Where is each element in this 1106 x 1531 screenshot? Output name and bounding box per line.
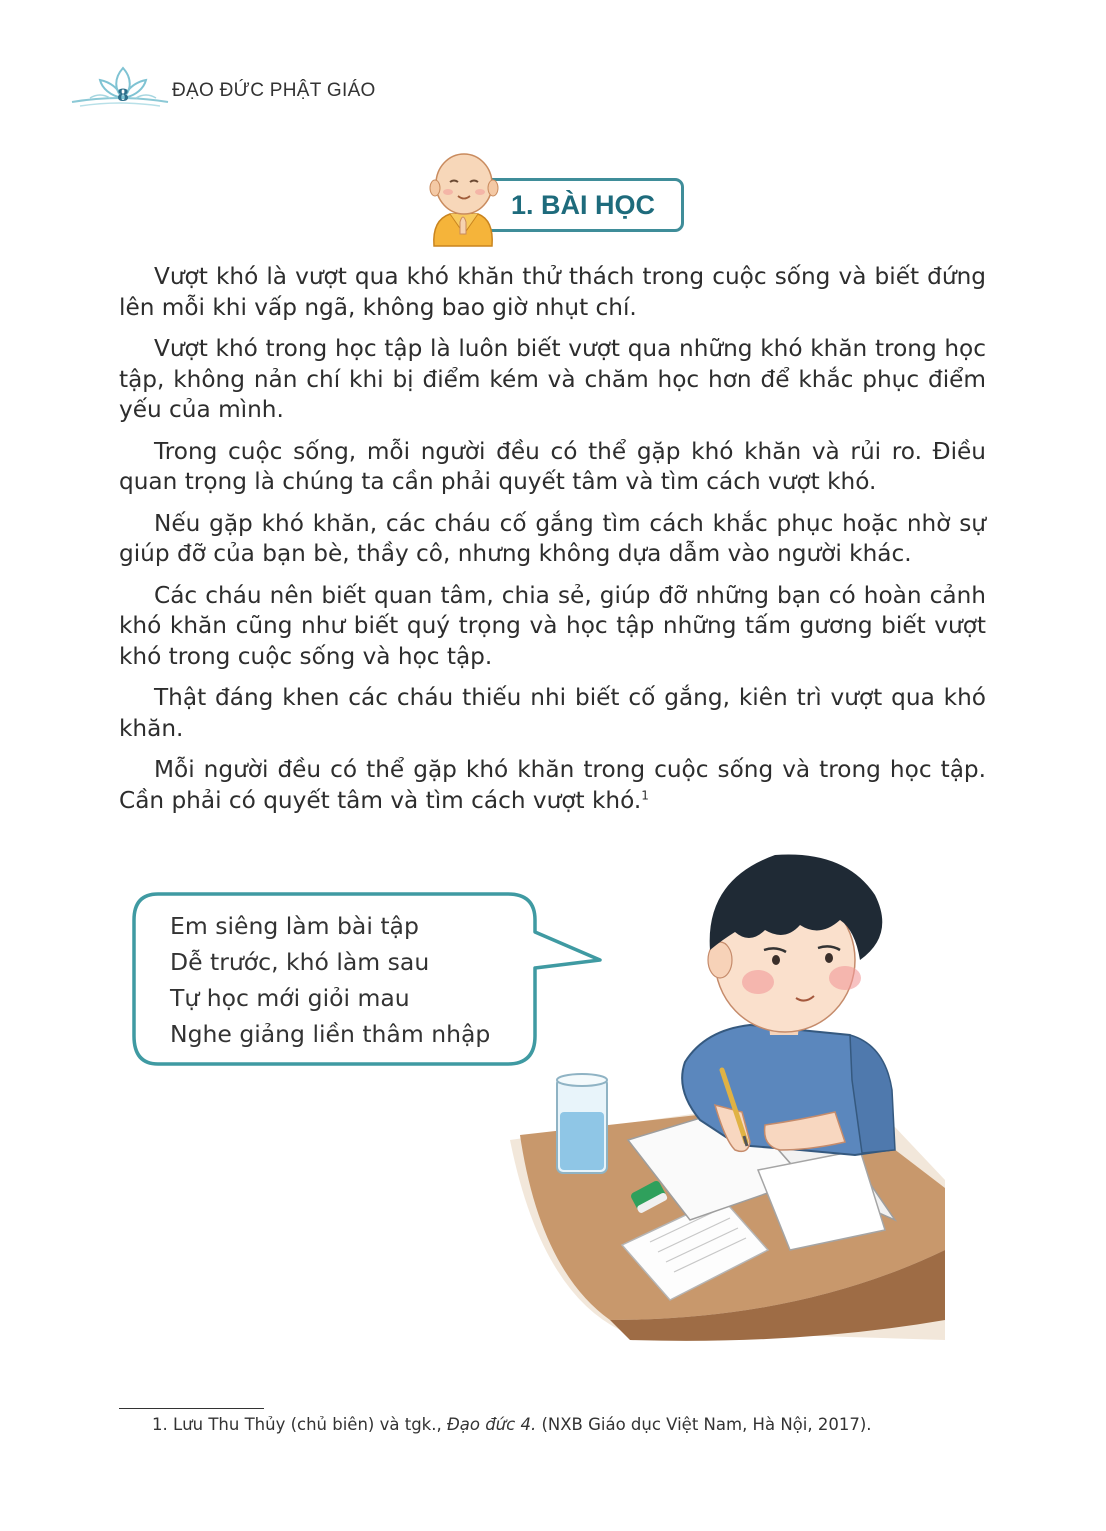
- footnote-rule: [119, 1408, 264, 1409]
- poem-line: Dễ trước, khó làm sau: [170, 948, 430, 976]
- paragraph: Nếu gặp khó khăn, các cháu cố gắng tìm cách khắc phục hoặc nhờ sự giúp đỡ của bạn bè, thầy cô, nhưng không dựa dẫm vào người khác.: [119, 509, 986, 567]
- paragraph: Trong cuộc sống, mỗi người đều có thể gặp khó khăn và rủi ro. Điều quan trọng là chúng ta cần phải quyết tâm và tìm cách vượt khó.: [119, 437, 986, 495]
- paragraph: Vượt khó trong học tập là luôn biết vượt qua những khó khăn trong học tập, không nản chí khi bị điểm kém và chăm học hơn để khắc phục điểm yếu của mình.: [119, 335, 986, 423]
- paragraph: Thật đáng khen các cháu thiếu nhi biết cố gắng, kiên trì vượt qua khó khăn.: [119, 684, 986, 742]
- footnote-prefix: 1. Lưu Thu Thủy (chủ biên) và tgk.,: [152, 1415, 447, 1434]
- poem-line: Em siêng làm bài tập: [170, 912, 419, 940]
- footnote-suffix: (NXB Giáo dục Việt Nam, Hà Nội, 2017).: [536, 1415, 872, 1434]
- footnote: [152, 1413, 1002, 1437]
- paragraph-text: Mỗi người đều có thể gặp khó khăn trong cuộc sống và trong học tập. Cần phải có quyết tâm và tìm cách vượt khó.: [119, 756, 986, 814]
- poem-line: Tự học mới giỏi mau: [170, 984, 410, 1012]
- poem-line: Nghe giảng liền thâm nhập: [170, 1020, 491, 1048]
- page-number: 8: [117, 86, 129, 106]
- page-header: [70, 64, 490, 114]
- paragraph: Các cháu nên biết quan tâm, chia sẻ, giúp đỡ những bạn có hoàn cảnh khó khăn cũng như biết quý trọng và học tập những tấm gương biết vượt khó trong cuộc sống và học tập.: [119, 581, 986, 670]
- paragraph-last: [119, 755, 986, 816]
- running-title: ĐẠO ĐỨC PHẬT GIÁO: [172, 80, 376, 101]
- poem: [170, 908, 490, 1052]
- footnote-reference[interactable]: 1: [641, 787, 649, 802]
- paragraph: Vượt khó là vượt qua khó khăn thử thách trong cuộc sống và biết đứng lên mỗi khi vấp ngã, không bao giờ nhụt chí.: [119, 263, 986, 321]
- footnote-book-title: Đạo đức 4.: [446, 1415, 537, 1434]
- boy-studying-illustration: [500, 850, 950, 1350]
- section-title: 1. BÀI HỌC: [510, 190, 656, 220]
- section-heading: [420, 150, 690, 250]
- lesson-body: [119, 262, 986, 827]
